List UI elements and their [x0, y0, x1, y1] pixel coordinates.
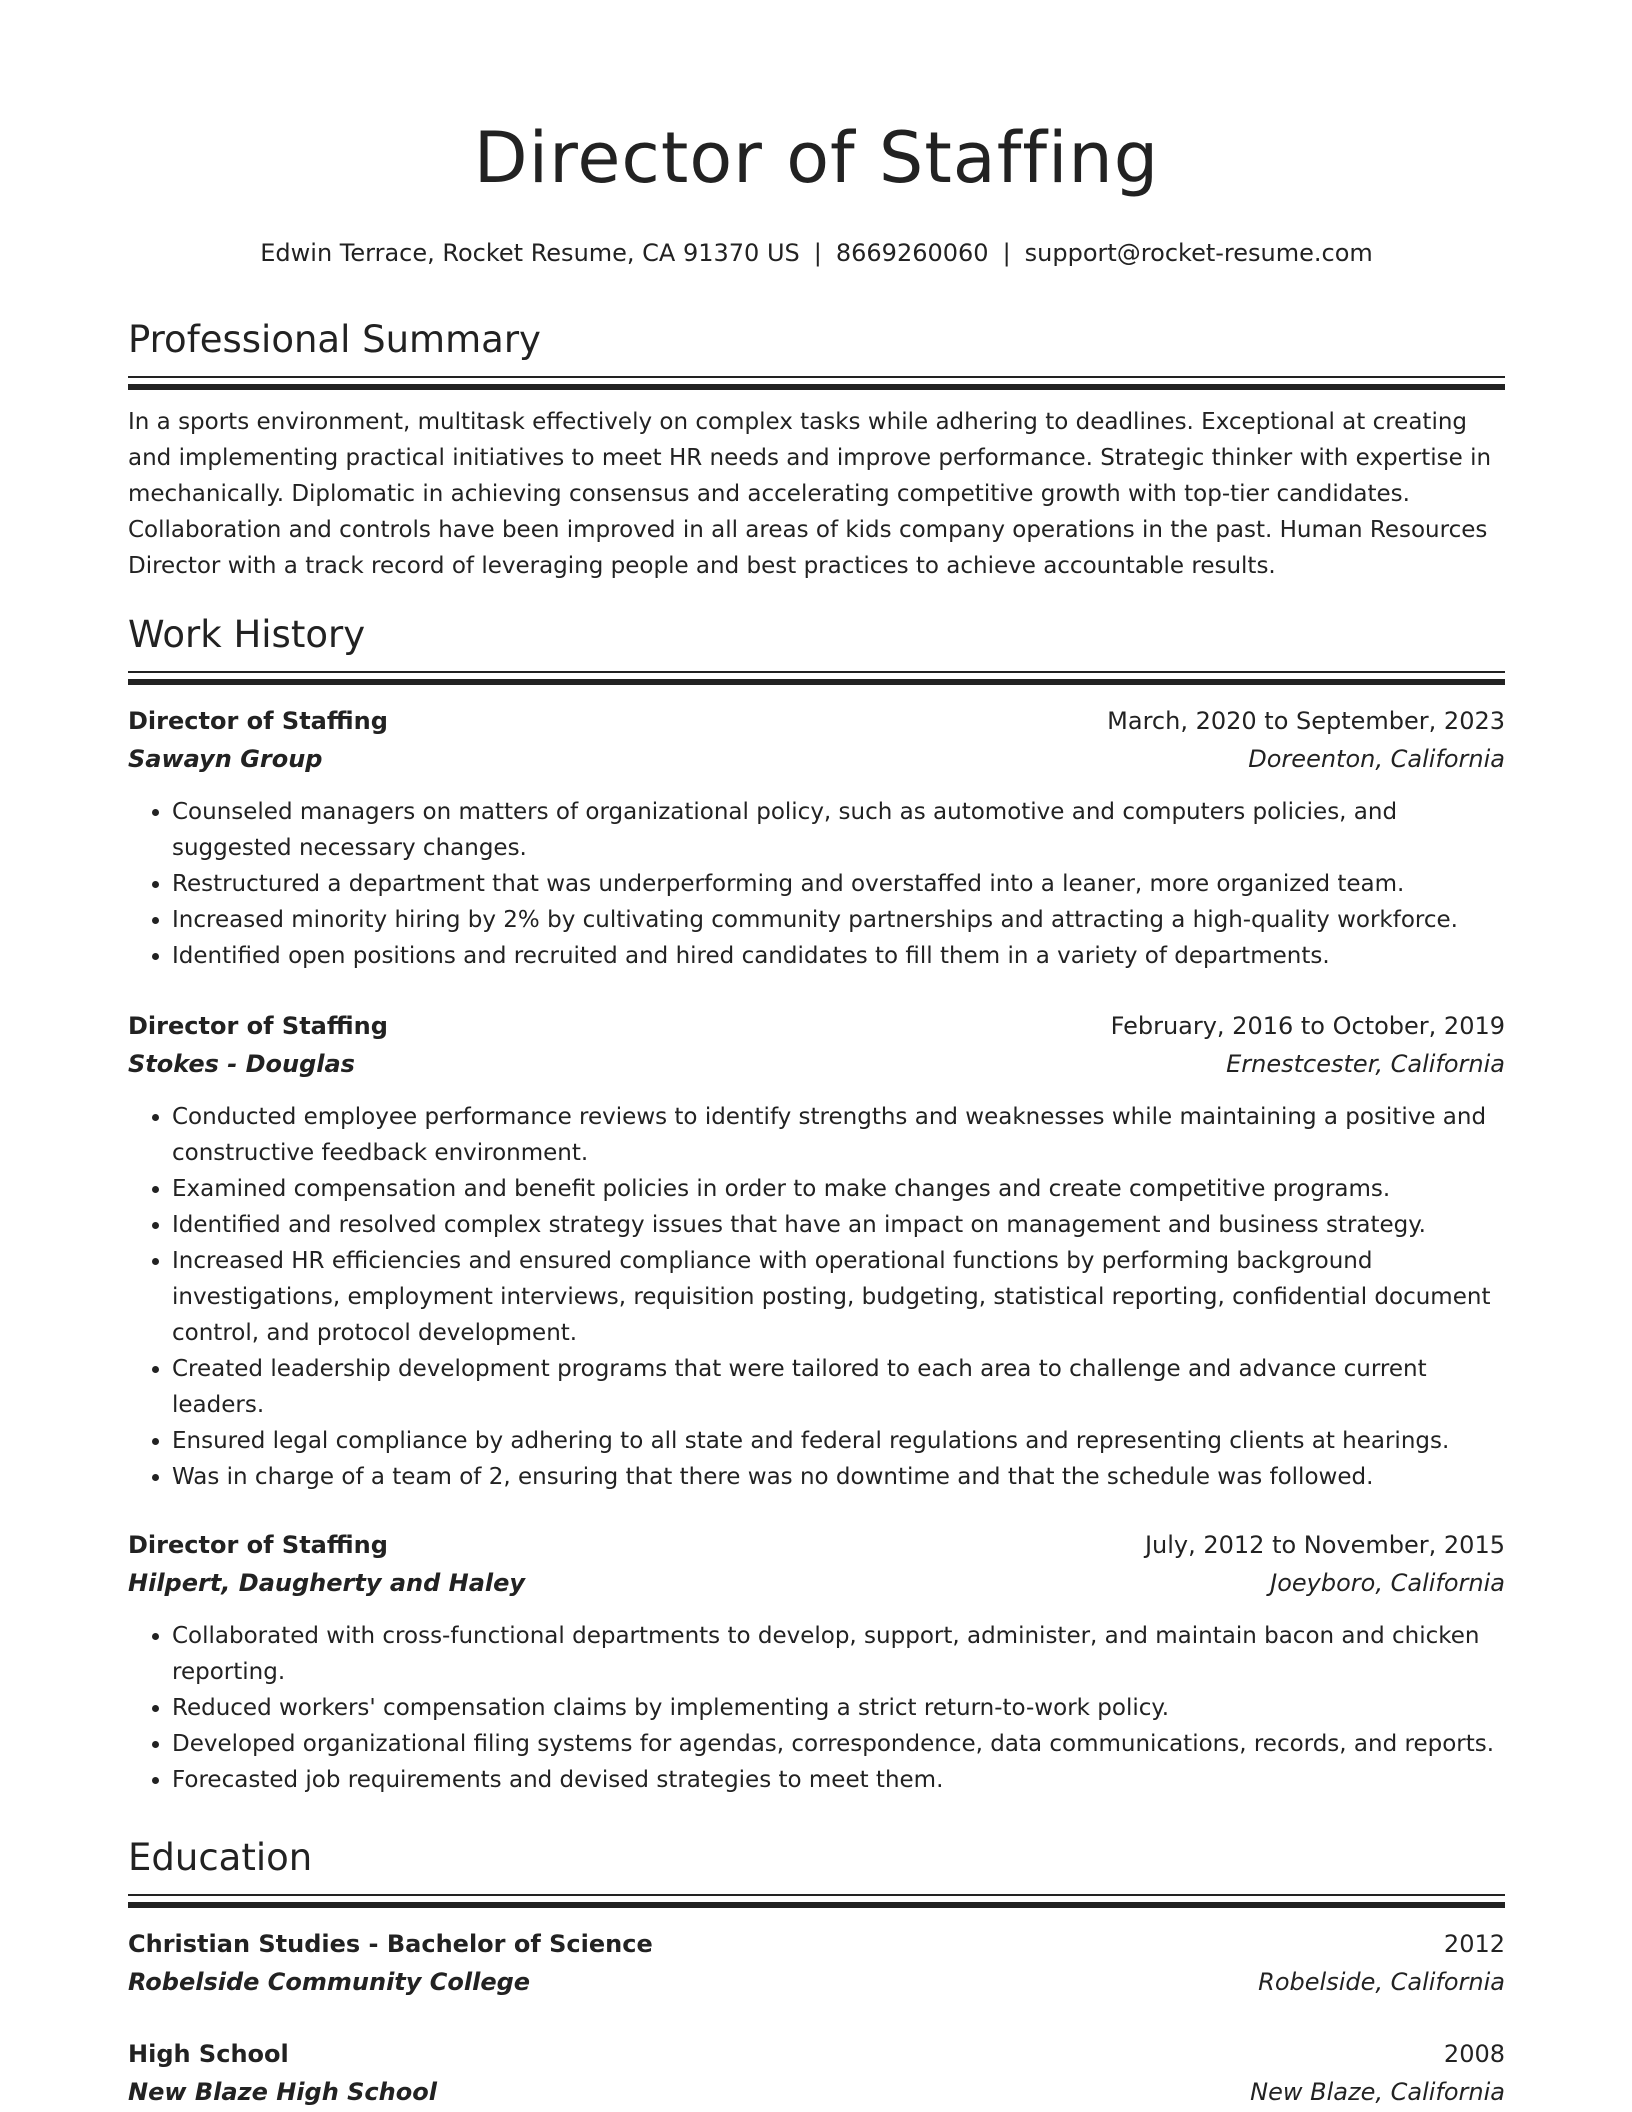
job-header-row — [128, 702, 1505, 740]
job-dates: March, 2020 to September, 2023 — [1107, 707, 1505, 735]
education-location: New Blaze, California — [1250, 2078, 1505, 2106]
job-entry — [128, 1526, 1505, 1798]
job-location: Ernestcester, California — [1226, 1050, 1505, 1078]
job-entry — [128, 702, 1505, 974]
education-year: 2008 — [1443, 2040, 1505, 2068]
job-bullet: • Developed organizational filing systems for agendas, correspondence, data communications, records, and reports. — [172, 1726, 1505, 1762]
job-bullet: • Restructured a department that was underperforming and overstaffed into a leaner, more organized team. — [172, 866, 1505, 902]
job-header-row — [128, 1526, 1505, 1564]
summary-heading: Professional Summary — [128, 318, 541, 361]
job-dates: February, 2016 to October, 2019 — [1110, 1012, 1505, 1040]
job-company-row — [128, 1045, 1505, 1083]
contact-email: support@rocket-resume.com — [1024, 239, 1373, 267]
contact-phone: 8669260060 — [835, 239, 989, 267]
job-bullet: • Examined compensation and benefit policies in order to make changes and create competitive programs. — [172, 1171, 1505, 1207]
education-entry — [128, 1925, 1505, 2001]
education-entry — [128, 2035, 1505, 2111]
job-dates: July, 2012 to November, 2015 — [1144, 1531, 1505, 1559]
contact-separator: | — [1002, 239, 1011, 267]
summary-section — [128, 318, 1505, 584]
job-company: Stokes - Douglas — [128, 1050, 355, 1078]
job-company: Sawayn Group — [128, 745, 323, 773]
section-rule-thick — [128, 679, 1505, 685]
work-history-heading: Work History — [128, 613, 366, 656]
job-location: Doreenton, California — [1248, 745, 1505, 773]
job-bullet: • Forecasted job requirements and devised strategies to meet them. — [172, 1762, 1505, 1798]
job-bullet: • Created leadership development programs that were tailored to each area to challenge and advance current leaders. — [172, 1351, 1505, 1423]
education-degree: Christian Studies - Bachelor of Science — [128, 1930, 653, 1958]
job-bullets — [128, 1618, 1505, 1798]
resume-title: Director of Staffing — [473, 117, 1160, 199]
education-header-row — [128, 2035, 1505, 2073]
job-bullet: • Collaborated with cross-functional departments to develop, support, administer, and maintain bacon and chicken reporting. — [172, 1618, 1505, 1690]
job-bullet: • Reduced workers' compensation claims by implementing a strict return-to-work policy. — [172, 1690, 1505, 1726]
section-rule — [128, 671, 1505, 673]
education-heading: Education — [128, 1836, 313, 1879]
job-bullet: • Increased minority hiring by 2% by cultivating community partnerships and attracting a high-quality workforce. — [172, 902, 1505, 938]
job-company: Hilpert, Daugherty and Haley — [128, 1569, 526, 1597]
job-title: Director of Staffing — [128, 1012, 388, 1040]
job-bullets — [128, 1099, 1505, 1495]
work-history-section — [128, 613, 1505, 685]
contact-line — [128, 238, 1505, 269]
job-bullet: • Counseled managers on matters of organizational policy, such as automotive and computers policies, and suggested necessary changes. — [172, 794, 1505, 866]
job-header-row — [128, 1007, 1505, 1045]
education-degree: High School — [128, 2040, 289, 2068]
job-bullet: • Identified open positions and recruited and hired candidates to fill them in a variety of departments. — [172, 938, 1505, 974]
job-bullet: • Conducted employee performance reviews to identify strengths and weaknesses while maintaining a positive and constructive feedback environment. — [172, 1099, 1505, 1171]
section-rule-thick — [128, 384, 1505, 390]
job-bullet: • Was in charge of a team of 2, ensuring that there was no downtime and that the schedule was followed. — [172, 1459, 1505, 1495]
job-company-row — [128, 740, 1505, 778]
job-bullet: • Ensured legal compliance by adhering to all state and federal regulations and representing clients at hearings. — [172, 1423, 1505, 1459]
education-school: Robelside Community College — [128, 1968, 531, 1996]
summary-text: In a sports environment, multitask effectively on complex tasks while adhering to deadlines. Exceptional at creating and implementing practical initiatives to meet HR needs and improve performance. Strategic thinker with expertise in mechanically. Diplomatic in achieving consensus and accelerating competitive growth with top-tier candidates. Collaboration and controls have been improved in all areas of kids company operations in the past. Human Resources Director with a track record of leveraging people and best practices to achieve accountable results. — [128, 409, 1492, 580]
section-rule — [128, 376, 1505, 378]
contact-separator: | — [813, 239, 822, 267]
job-location: Joeyboro, California — [1270, 1569, 1505, 1597]
job-title: Director of Staffing — [128, 1531, 388, 1559]
section-rule — [128, 1894, 1505, 1896]
job-title: Director of Staffing — [128, 707, 388, 735]
education-year: 2012 — [1443, 1930, 1505, 1958]
job-entry — [128, 1007, 1505, 1495]
education-location: Robelside, California — [1258, 1968, 1505, 1996]
education-header-row — [128, 1925, 1505, 1963]
contact-address: Edwin Terrace, Rocket Resume, CA 91370 US — [260, 239, 800, 267]
job-company-row — [128, 1564, 1505, 1602]
education-school: New Blaze High School — [128, 2078, 437, 2106]
education-section — [128, 1836, 1505, 1908]
job-bullet: • Identified and resolved complex strategy issues that have an impact on management and business strategy. — [172, 1207, 1505, 1243]
section-rule-thick — [128, 1902, 1505, 1908]
education-school-row — [128, 2073, 1505, 2111]
education-school-row — [128, 1963, 1505, 2001]
job-bullets — [128, 794, 1505, 974]
job-bullet: • Increased HR efficiencies and ensured compliance with operational functions by performing background investigations, employment interviews, requisition posting, budgeting, statistical reporting, confidential document control, and protocol development. — [172, 1243, 1505, 1351]
